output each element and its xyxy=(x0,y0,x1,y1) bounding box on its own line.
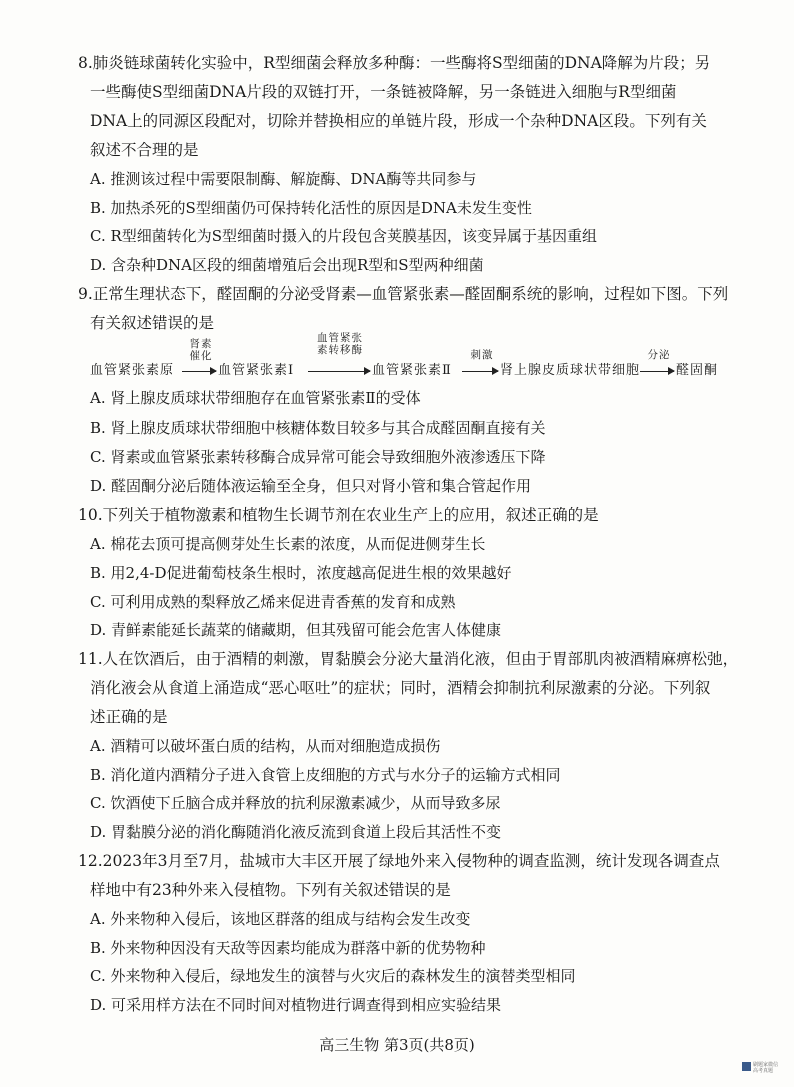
flow-node-angiotensinogen: 血管紧张素原 xyxy=(90,363,175,378)
q11-option-a: A. 酒精可以破坏蛋白质的结构，从而对细胞造成损伤 xyxy=(90,737,441,755)
q10-option-c: C. 可利用成熟的梨释放乙烯来促进青香蕉的发育和成熟 xyxy=(90,593,456,611)
q12-option-a: A. 外来物种入侵后，该地区群落的组成与结构会发生改变 xyxy=(90,910,471,928)
flow-label-renin: 肾素 催化 xyxy=(189,338,213,362)
q9-option-c: C. 肾素或血管紧张素转移酶合成异常可能会导致细胞外液渗透压下降 xyxy=(90,448,546,466)
q8-stem-line-4: 叙述不合理的是 xyxy=(90,141,199,159)
q11-option-c: C. 饮酒使下丘脑合成并释放的抗利尿激素减少，从而导致多尿 xyxy=(90,794,501,812)
flow-node-angiotensin-1: 血管紧张素Ⅰ xyxy=(218,363,295,378)
q11-option-d: D. 胃黏膜分泌的消化酶随消化液反流到食道上段后其活性不变 xyxy=(90,823,502,841)
q8-option-c: C. R型细菌转化为S型细菌时摄入的片段包含荚膜基因，该变异属于基因重组 xyxy=(90,227,598,245)
q8-stem-line-3: DNA上的同源区段配对，切除并替换相应的单链片段，形成一个杂种DNA区段。下列有关 xyxy=(90,112,707,130)
flow-node-angiotensin-2: 血管紧张素Ⅱ xyxy=(372,363,452,378)
q8-option-a: A. 推测该过程中需要限制酶、解旋酶、DNA酶等共同参与 xyxy=(90,170,477,188)
q11-option-b: B. 消化道内酒精分子进入食管上皮细胞的方式与水分子的运输方式相同 xyxy=(90,766,561,784)
q9-option-b: B. 肾上腺皮质球状带细胞中核糖体数目较多与其合成醛固酮直接有关 xyxy=(90,419,546,437)
flow-arrow-2 xyxy=(308,371,370,372)
q9-stem-line-1: 9.正常生理状态下，醛固酮的分泌受肾素—血管紧张素—醛固酮系统的影响，过程如下图。下列 xyxy=(78,285,729,303)
flow-arrow-1 xyxy=(182,371,216,372)
q8-option-b: B. 加热杀死的S型细菌仍可保持转化活性的原因是DNA未发生变性 xyxy=(90,199,532,217)
watermark-logo: 刷题家微信 高考真题 xyxy=(742,1062,786,1078)
flow-label-stimulate: 刺激 xyxy=(470,349,494,361)
q12-stem-line-2: 样地中有23种外来入侵植物。下列有关叙述错误的是 xyxy=(90,881,451,899)
q12-option-b: B. 外来物种因没有天敌等因素均能成为群落中新的优势物种 xyxy=(90,939,486,957)
q11-stem-line-1: 11.人在饮酒后，由于酒精的刺激，胃黏膜会分泌大量消化液，但由于胃部肌肉被酒精麻痹松弛， xyxy=(78,650,739,668)
q9-option-a: A. 肾上腺皮质球状带细胞存在血管紧张素Ⅱ的受体 xyxy=(90,389,421,407)
q10-option-a: A. 棉花去顶可提高侧芽处生长素的浓度，从而促进侧芽生长 xyxy=(90,535,486,553)
q9-option-d: D. 醛固酮分泌后随体液运输至全身，但只对肾小管和集合管起作用 xyxy=(90,477,532,495)
q10-stem-line-1: 10.下列关于植物激素和植物生长调节剂在农业生产上的应用，叙述正确的是 xyxy=(78,506,599,524)
q11-stem-line-3: 述正确的是 xyxy=(90,708,168,726)
logo-icon xyxy=(742,1062,751,1071)
q9-stem-line-2: 有关叙述错误的是 xyxy=(90,314,215,332)
q10-option-b: B. 用2,4-D促进葡萄枝条生根时，浓度越高促进生根的效果越好 xyxy=(90,564,512,582)
q8-option-d: D. 含杂种DNA区段的细菌增殖后会出现R型和S型两种细菌 xyxy=(90,256,484,274)
page-footer: 高三生物 第3页(共8页) xyxy=(319,1036,475,1054)
q12-stem-line-1: 12.2023年3月至7月，盐城市大丰区开展了绿地外来入侵物种的调查监测，统计发现各调查点 xyxy=(78,852,720,870)
q10-option-d: D. 青鲜素能延长蔬菜的储藏期，但其残留可能会危害人体健康 xyxy=(90,621,502,639)
q12-option-d: D. 可采用样方法在不同时间对植物进行调查得到相应实验结果 xyxy=(90,996,502,1014)
flow-arrow-3 xyxy=(462,371,498,372)
flow-label-secrete: 分泌 xyxy=(647,349,671,361)
flow-node-aldosterone: 醛固酮 xyxy=(676,363,719,378)
q8-stem-line-2: 一些酶使S型细菌DNA片段的双链打开，一条链被降解，另一条链进入细胞与R型细菌 xyxy=(90,83,677,101)
flow-node-zona-glomerulosa-cell: 肾上腺皮质球状带细胞 xyxy=(500,363,641,378)
q11-stem-line-2: 消化液会从食道上涌造成“恶心呕吐”的症状；同时，酒精会抑制抗利尿激素的分泌。下列叙 xyxy=(90,679,711,697)
flow-arrow-4 xyxy=(640,371,674,372)
raas-flow-diagram xyxy=(90,332,750,386)
q12-option-c: C. 外来物种入侵后，绿地发生的演替与火灾后的森林发生的演替类型相同 xyxy=(90,967,576,985)
q8-stem-line-1: 8.肺炎链球菌转化实验中，R型细菌会释放多种酶：一些酶将S型细菌的DNA降解为片段；另 xyxy=(78,54,711,72)
flow-label-ace: 血管紧张 素转移酶 xyxy=(317,332,363,356)
